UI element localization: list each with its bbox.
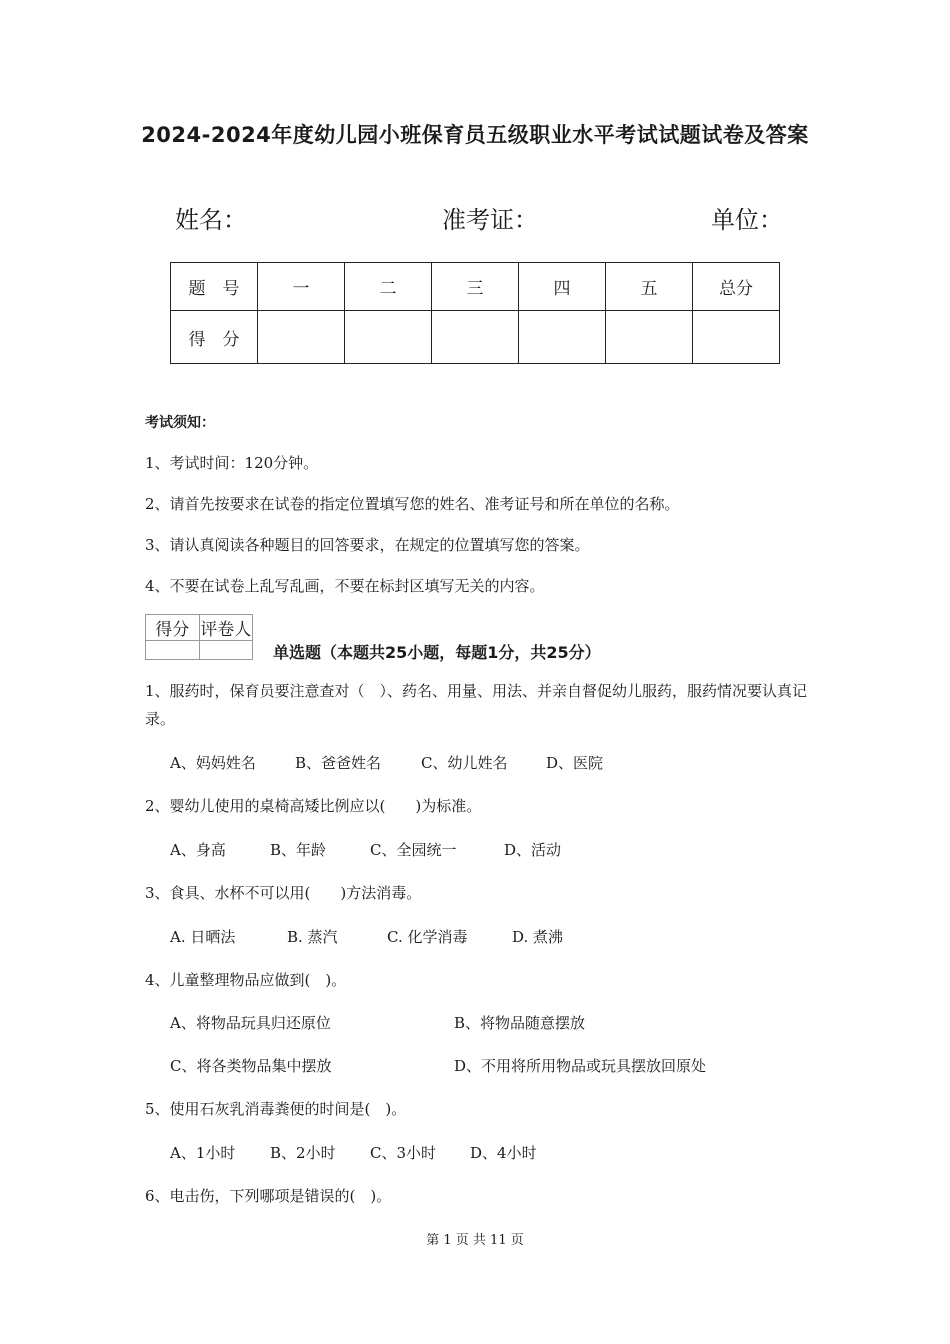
column-header: 一	[258, 263, 345, 311]
notice-item: 4、不要在试卷上乱写乱画，不要在标封区填写无关的内容。	[145, 577, 545, 595]
option: A、1小时	[170, 1144, 236, 1162]
page-footer: 第 1 页 共 11 页	[426, 1233, 524, 1248]
option: B. 蒸汽	[287, 928, 338, 946]
score-label: 得 分	[171, 311, 258, 364]
score-table-header-row	[171, 263, 780, 311]
option: C、3小时	[370, 1144, 437, 1162]
question-text: 4、儿童整理物品应做到( )。	[145, 971, 347, 989]
option: C、幼儿姓名	[421, 754, 508, 772]
score-cell[interactable]	[519, 311, 606, 364]
option: B、爸爸姓名	[295, 754, 382, 772]
column-header: 五	[606, 263, 693, 311]
score-cell[interactable]	[432, 311, 519, 364]
unit-field-label: 单位：	[711, 206, 783, 234]
option: B、年龄	[270, 841, 327, 859]
column-header: 三	[432, 263, 519, 311]
notice-item: 2、请首先按要求在试卷的指定位置填写您的姓名、准考证号和所在单位的名称。	[145, 495, 680, 513]
question-number-label: 题 号	[171, 263, 258, 311]
question-text: 6、电击伤，下列哪项是错误的( )。	[145, 1187, 392, 1205]
option: C、全园统一	[370, 841, 457, 859]
question-text: 5、使用石灰乳消毒粪便的时间是( )。	[145, 1100, 407, 1118]
score-table-score-row	[171, 311, 780, 364]
column-header: 二	[345, 263, 432, 311]
grader-name-label: 评卷人	[199, 615, 253, 641]
grader-score-cell[interactable]	[146, 641, 200, 660]
grader-score-label: 得分	[146, 615, 200, 641]
score-cell[interactable]	[693, 311, 780, 364]
exam-id-field-label: 准考证：	[442, 206, 538, 234]
option: D、不用将所用物品或玩具摆放回原处	[454, 1057, 707, 1075]
option: D、活动	[504, 841, 562, 859]
option: D. 煮沸	[512, 928, 564, 946]
option: A、妈妈姓名	[170, 754, 256, 772]
option: D、医院	[546, 754, 604, 772]
document-title: 2024-2024年度幼儿园小班保育员五级职业水平考试试题试卷及答案	[141, 123, 809, 147]
grader-name-cell[interactable]	[199, 641, 253, 660]
notice-title: 考试须知：	[145, 415, 215, 431]
score-cell[interactable]	[606, 311, 693, 364]
option: A、将物品玩具归还原位	[170, 1014, 331, 1032]
option: A、身高	[170, 841, 226, 859]
question-text: 2、婴幼儿使用的桌椅高矮比例应以( )为标准。	[145, 797, 482, 815]
option: C、将各类物品集中摆放	[170, 1057, 332, 1075]
option: A. 日晒法	[170, 928, 236, 946]
name-field-label: 姓名：	[175, 206, 247, 234]
score-cell[interactable]	[345, 311, 432, 364]
column-header: 总分	[693, 263, 780, 311]
column-header: 四	[519, 263, 606, 311]
notice-item: 1、考试时间：120分钟。	[145, 454, 319, 472]
option: B、将物品随意摆放	[454, 1014, 586, 1032]
score-cell[interactable]	[258, 311, 345, 364]
section-title: 单选题（本题共25小题，每题1分，共25分）	[273, 643, 601, 662]
score-table	[170, 262, 780, 364]
question-text: 1、服药时，保育员要注意查对（ ）、药名、用量、用法、并亲自督促幼儿服药，服药情况要认真记录。	[145, 682, 808, 728]
option: C. 化学消毒	[387, 928, 468, 946]
question-text: 3、食具、水杯不可以用( )方法消毒。	[145, 884, 422, 902]
option: D、4小时	[470, 1144, 537, 1162]
option: B、2小时	[270, 1144, 336, 1162]
notice-item: 3、请认真阅读各种题目的回答要求，在规定的位置填写您的答案。	[145, 536, 590, 554]
grader-box	[145, 614, 253, 660]
